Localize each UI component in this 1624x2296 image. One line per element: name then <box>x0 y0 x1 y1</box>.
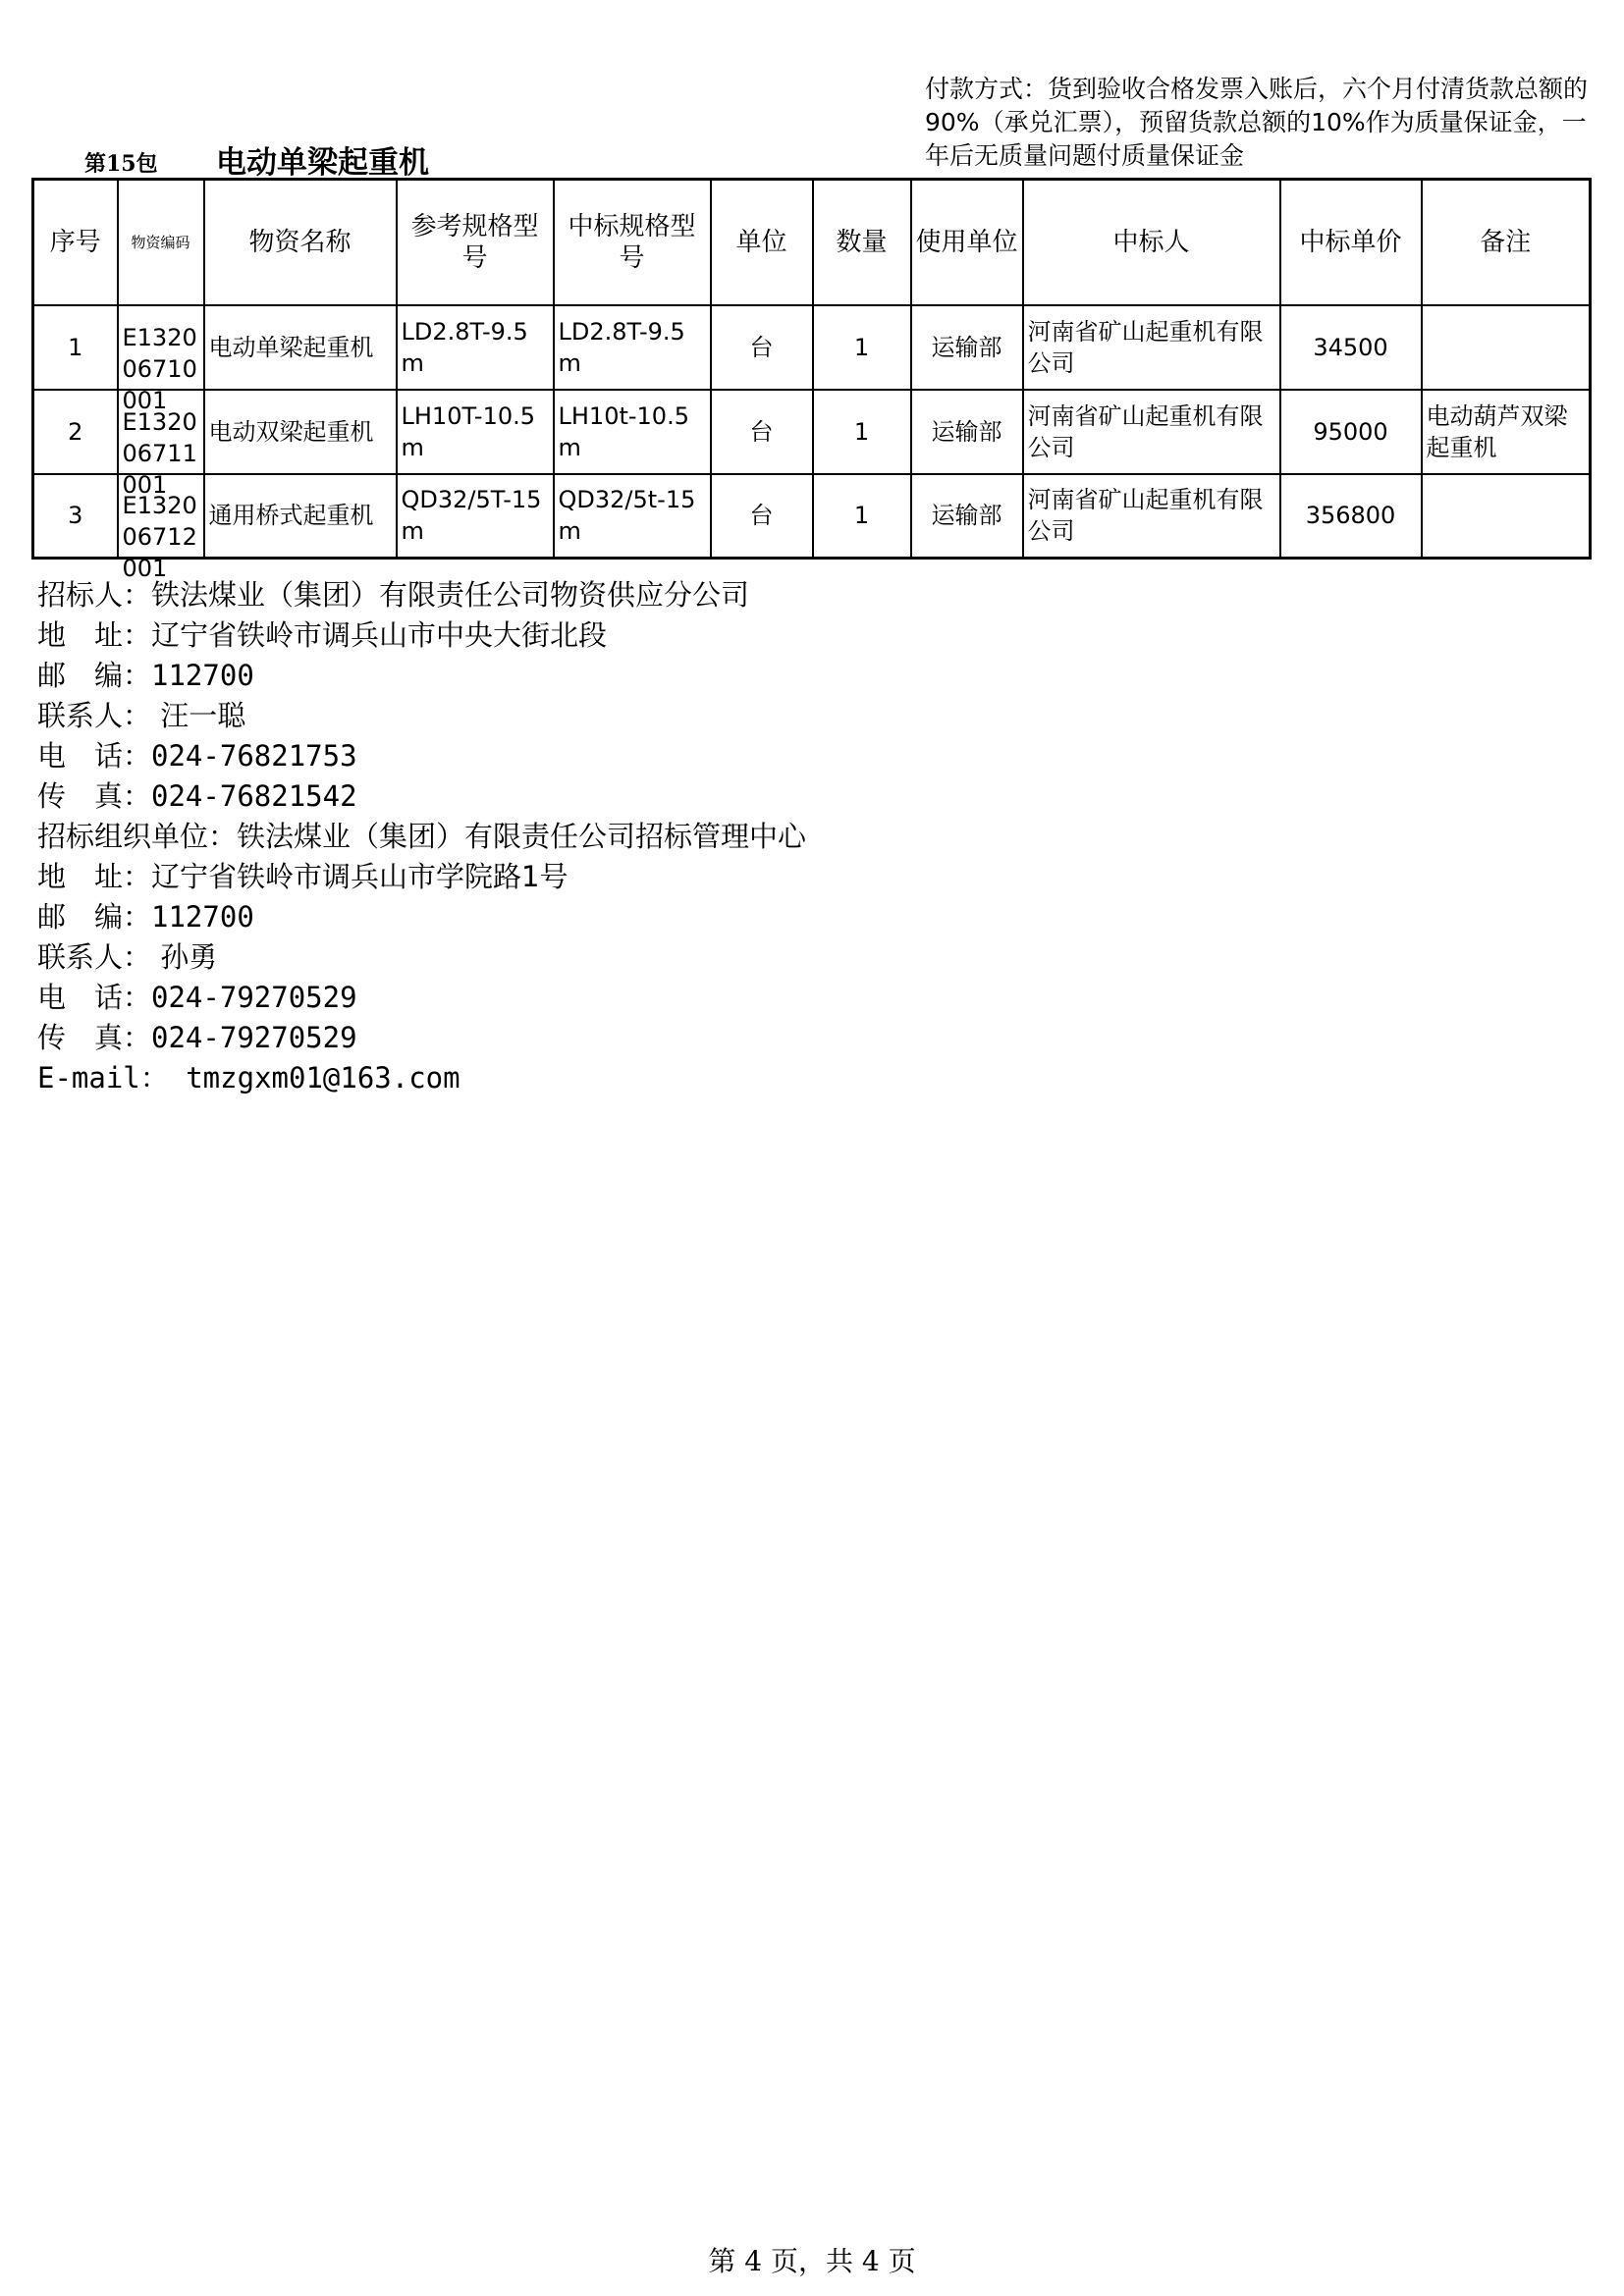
contact-value: 铁法煤业（集团）有限责任公司物资供应分公司 <box>151 578 750 612</box>
contact-row <box>37 1018 806 1058</box>
contact-value: 024-76821542 <box>151 779 357 813</box>
cell-ref-spec: LD2.8T-9.5m <box>397 305 554 390</box>
header-qty: 数量 <box>813 180 911 305</box>
contact-label: 联系人： <box>37 699 152 732</box>
cell-winner: 河南省矿山起重机有限公司 <box>1023 390 1280 474</box>
contact-value: 024-76821753 <box>151 739 357 773</box>
contact-row <box>37 817 806 857</box>
contact-value: 112700 <box>151 900 254 934</box>
contact-label: 联系人： <box>37 940 152 974</box>
contact-label: 传 真： <box>37 779 152 813</box>
table-row <box>33 390 1591 474</box>
cell-no: 1 <box>33 305 118 390</box>
contact-row <box>37 1058 806 1098</box>
contact-row <box>37 937 806 978</box>
cell-user-unit: 运输部 <box>911 474 1023 559</box>
cell-remark: 电动葫芦双梁起重机 <box>1422 390 1591 474</box>
cell-user-unit: 运输部 <box>911 305 1023 390</box>
contact-label: 招标组织单位： <box>37 820 238 853</box>
contact-row <box>37 656 806 696</box>
contact-label: 招标人： <box>37 578 152 612</box>
package-label: 第15包 <box>84 151 158 177</box>
contact-label: 电 话： <box>37 739 152 773</box>
cell-winner: 河南省矿山起重机有限公司 <box>1023 305 1280 390</box>
contact-value: tmzgxm01@163.com <box>168 1061 460 1095</box>
header-no: 序号 <box>33 180 118 305</box>
contact-row <box>37 897 806 937</box>
cell-price: 356800 <box>1280 474 1422 559</box>
cell-code-text: E132006710001 <box>122 323 197 414</box>
cell-code <box>118 305 204 414</box>
cell-qty: 1 <box>813 390 911 474</box>
cell-unit: 台 <box>711 474 813 559</box>
contact-value: 024-79270529 <box>151 1021 357 1054</box>
table-header-row <box>33 180 1591 305</box>
cell-qty: 1 <box>813 305 911 390</box>
cell-unit: 台 <box>711 390 813 474</box>
payment-terms: 付款方式：货到验收合格发票入账后，六个月付清货款总额的90%（承兑汇票），预留货款总额的10%作为质量保证金，一年后无质量问题付质量保证金 <box>925 75 1589 170</box>
cell-bid-spec: QD32/5t-15m <box>554 474 711 559</box>
cell-winner: 河南省矿山起重机有限公司 <box>1023 474 1280 559</box>
contact-row <box>37 696 806 736</box>
contact-value: 汪一聪 <box>151 699 246 732</box>
cell-no: 2 <box>33 390 118 474</box>
contact-value: 辽宁省铁岭市调兵山市学院路1号 <box>151 860 568 893</box>
contact-row <box>37 978 806 1018</box>
contact-row <box>37 857 806 897</box>
cell-code-text: E132006712001 <box>122 492 197 583</box>
contact-row <box>37 615 806 656</box>
cell-user-unit: 运输部 <box>911 390 1023 474</box>
contact-value: 024-79270529 <box>151 981 357 1014</box>
cell-unit: 台 <box>711 305 813 390</box>
cell-code-text: E132006711001 <box>122 407 197 499</box>
cell-bid-spec: LH10t-10.5m <box>554 390 711 474</box>
header-price: 中标单价 <box>1280 180 1422 305</box>
cell-no: 3 <box>33 474 118 559</box>
bid-result-table <box>31 178 1592 583</box>
cell-qty: 1 <box>813 474 911 559</box>
header-ref-spec: 参考规格型号 <box>397 180 554 305</box>
contact-row <box>37 736 806 776</box>
header-remark: 备注 <box>1422 180 1591 305</box>
cell-ref-spec: QD32/5T-15m <box>397 474 554 559</box>
cell-name: 电动单梁起重机 <box>204 305 397 390</box>
cell-remark <box>1422 305 1591 390</box>
contact-block <box>37 575 806 1098</box>
page-number: 第 4 页，共 4 页 <box>708 2245 916 2277</box>
header-bid-spec: 中标规格型号 <box>554 180 711 305</box>
table-row <box>33 305 1591 390</box>
header-unit: 单位 <box>711 180 813 305</box>
header-code: 物资编码 <box>118 180 204 305</box>
header-winner: 中标人 <box>1023 180 1280 305</box>
contact-value: 孙勇 <box>151 940 218 974</box>
cell-name: 通用桥式起重机 <box>204 474 397 559</box>
contact-row <box>37 776 806 817</box>
contact-label: 电 话： <box>37 981 152 1014</box>
cell-bid-spec: LD2.8T-9.5m <box>554 305 711 390</box>
contact-label: 邮 编： <box>37 659 152 692</box>
contact-label: 传 真： <box>37 1021 152 1054</box>
contact-label: E-mail： <box>37 1061 169 1095</box>
contact-row <box>37 575 806 615</box>
cell-remark <box>1422 474 1591 559</box>
package-title: 电动单梁起重机 <box>216 145 429 181</box>
cell-name: 电动双梁起重机 <box>204 390 397 474</box>
table-row <box>33 474 1591 559</box>
cell-price: 34500 <box>1280 305 1422 390</box>
contact-label: 邮 编： <box>37 900 152 934</box>
header-name: 物资名称 <box>204 180 397 305</box>
contact-value: 铁法煤业（集团）有限责任公司招标管理中心 <box>237 820 807 853</box>
contact-value: 辽宁省铁岭市调兵山市中央大街北段 <box>151 618 608 652</box>
header-user-unit: 使用单位 <box>911 180 1023 305</box>
contact-label: 地 址： <box>37 860 152 893</box>
cell-ref-spec: LH10T-10.5m <box>397 390 554 474</box>
contact-label: 地 址： <box>37 618 152 652</box>
cell-price: 95000 <box>1280 390 1422 474</box>
contact-value: 112700 <box>151 659 254 692</box>
